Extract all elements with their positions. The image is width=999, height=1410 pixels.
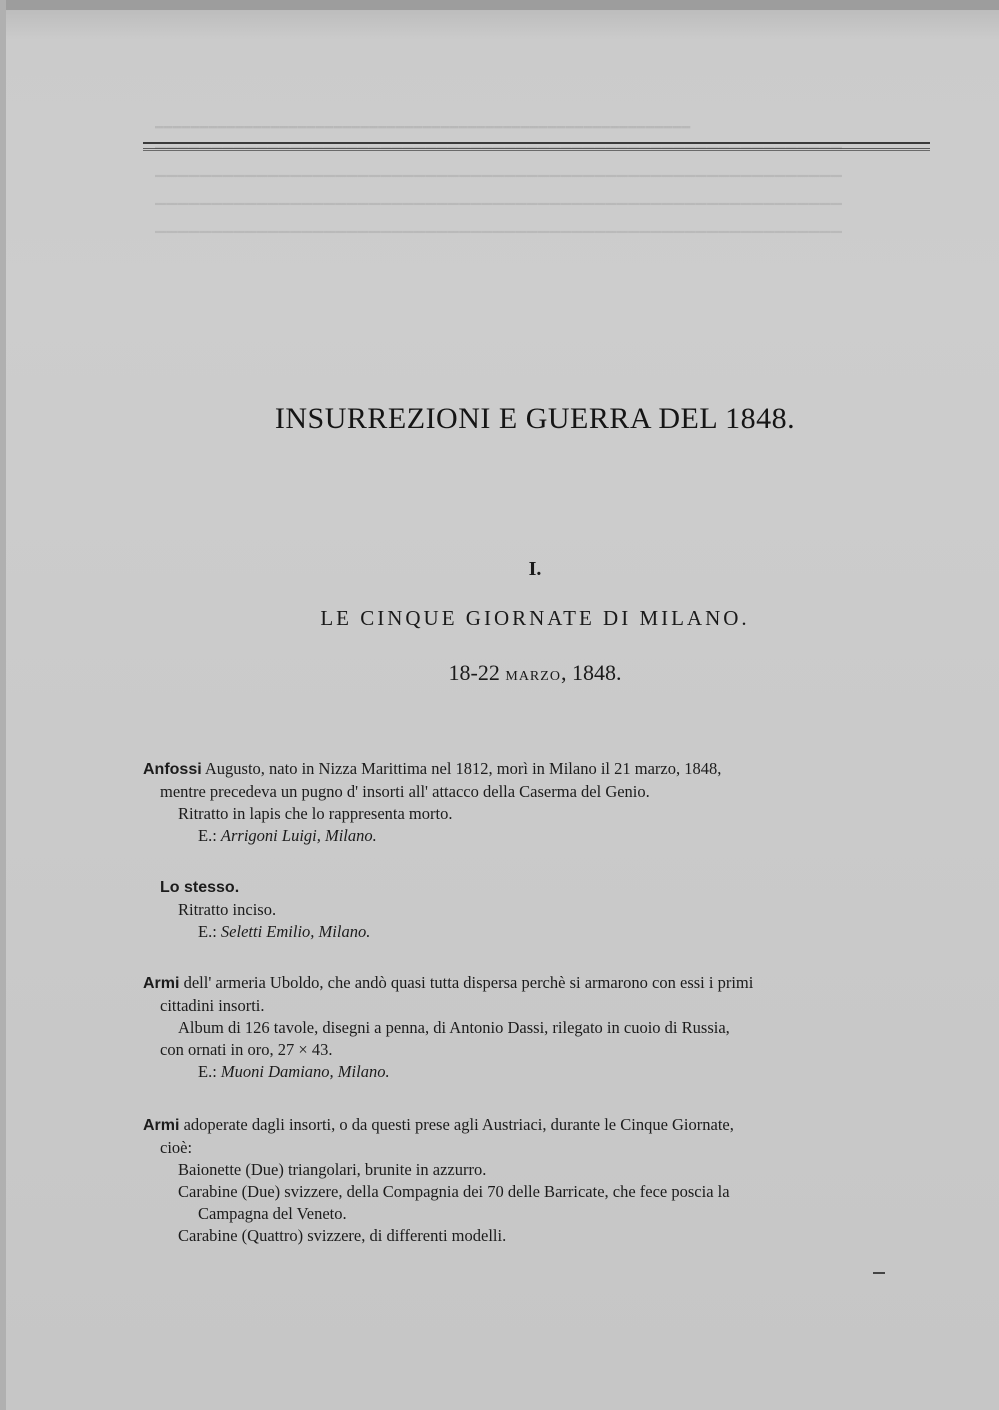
entry-exhibitor-line xyxy=(143,921,935,943)
exhibitor-label: E.: xyxy=(198,826,217,845)
entry-text: adoperate dagli insorti, o da questi prese agli Austriaci, durante le Cinque Giornate, xyxy=(179,1115,734,1134)
section-date xyxy=(0,660,999,686)
entry-exhibitor-line xyxy=(143,1061,935,1083)
entry-anfossi xyxy=(143,758,935,847)
entry-heading-line xyxy=(143,758,935,781)
entry-armi-uboldo xyxy=(143,972,935,1083)
entry-description: Ritratto inciso. xyxy=(178,900,277,919)
list-item-continuation: Campagna del Veneto. xyxy=(198,1204,347,1223)
margin-dash xyxy=(873,1272,885,1274)
section-title: LE CINQUE GIORNATE DI MILANO. xyxy=(320,606,750,630)
entry-keyword: Anfossi xyxy=(143,761,202,778)
exhibitor-label: E.: xyxy=(198,922,217,941)
entry-heading-line xyxy=(143,876,935,899)
exhibitor-name: Seletti Emilio, Milano. xyxy=(220,922,371,941)
entry-description: Album di 126 tavole, disegni a penna, di Antonio Dassi, rilegato in cuoio di Russia, xyxy=(178,1018,730,1037)
list-item: Baionette (Due) triangolari, brunite in azzurro. xyxy=(178,1160,487,1179)
entry-armi-insorti xyxy=(143,1114,935,1247)
date-month: MARZO xyxy=(505,669,561,684)
date-year: , 1848. xyxy=(560,660,622,685)
scan-left-edge xyxy=(0,0,6,1410)
entry-exhibitor-line xyxy=(143,825,935,847)
entry-description: Ritratto in lapis che lo rappresenta morto. xyxy=(178,804,453,823)
entry-keyword: Armi xyxy=(143,975,180,992)
entry-text-continuation: mentre precedeva un pugno d' insorti all' attacco della Caserma del Genio. xyxy=(160,782,650,801)
list-item: Carabine (Due) svizzere, della Compagnia dei 70 delle Barricate, che fece poscia la xyxy=(178,1182,730,1201)
entry-keyword: Armi xyxy=(143,1117,180,1134)
entry-heading-line xyxy=(143,972,935,995)
bleed-through-texture: ━━━━━━━━━━━━━━━━━━━━━━━━━━━━━━━━━━━━━━━━━━━━━━━━━━━━━━━━━━━━ ▔▔▔▔▔▔▔▔▔▔▔▔▔▔▔▔▔▔▔▔▔▔▔▔▔▔▔▔▔▔▔▔▔▔▔▔▔▔▔▔▔▔▔▔▔▔▔▔▔▔▔▔▔▔▔▔▔▔▔▔▔ ▔▔▔▔▔▔▔▔▔▔▔▔▔▔▔▔▔▔▔▔▔▔▔▔▔▔▔▔▔▔▔▔▔▔▔▔▔▔▔▔▔▔▔▔▔▔▔▔▔▔▔▔▔▔▔▔▔▔▔▔▔ ▔▔▔▔▔▔▔▔▔▔▔▔▔▔▔▔▔▔▔▔▔▔▔▔▔▔▔▔▔▔▔▔▔▔▔▔▔▔▔▔▔▔▔▔▔▔▔▔▔▔▔▔▔▔▔▔▔▔▔▔▔ ▔▔▔▔▔▔▔▔▔▔▔▔▔▔▔▔▔▔▔▔▔▔▔▔▔▔▔▔▔▔▔▔▔▔▔▔▔▔▔▔▔▔▔▔▔▔▔▔▔▔▔▔▔▔▔▔▔▔▔▔▔ xyxy=(155,121,843,248)
exhibitor-name: Muoni Damiano, Milano. xyxy=(220,1062,390,1081)
date-days: 18-22 xyxy=(448,660,500,685)
section-number: I. xyxy=(528,558,542,580)
entry-text-continuation: cittadini insorti. xyxy=(160,996,265,1015)
entry-text-continuation: cioè: xyxy=(160,1138,193,1157)
exhibitor-label: E.: xyxy=(198,1062,217,1081)
entry-text: dell' armeria Uboldo, che andò quasi tutta dispersa perchè si armarono con essi i primi xyxy=(179,973,754,992)
scan-top-edge xyxy=(0,0,999,10)
entry-description-continuation: con ornati in oro, 27 × 43. xyxy=(160,1040,333,1059)
entry-heading-line xyxy=(143,1114,935,1137)
entry-keyword: Lo stesso. xyxy=(160,879,240,896)
list-item: Carabine (Quattro) svizzere, di differenti modelli. xyxy=(178,1226,507,1245)
main-title: INSURREZIONI E GUERRA DEL 1848. xyxy=(274,402,796,435)
entry-text: Augusto, nato in Nizza Marittima nel 1812, morì in Milano il 21 marzo, 1848, xyxy=(201,759,722,778)
entry-lo-stesso xyxy=(143,876,935,943)
exhibitor-name: Arrigoni Luigi, Milano. xyxy=(220,826,377,845)
